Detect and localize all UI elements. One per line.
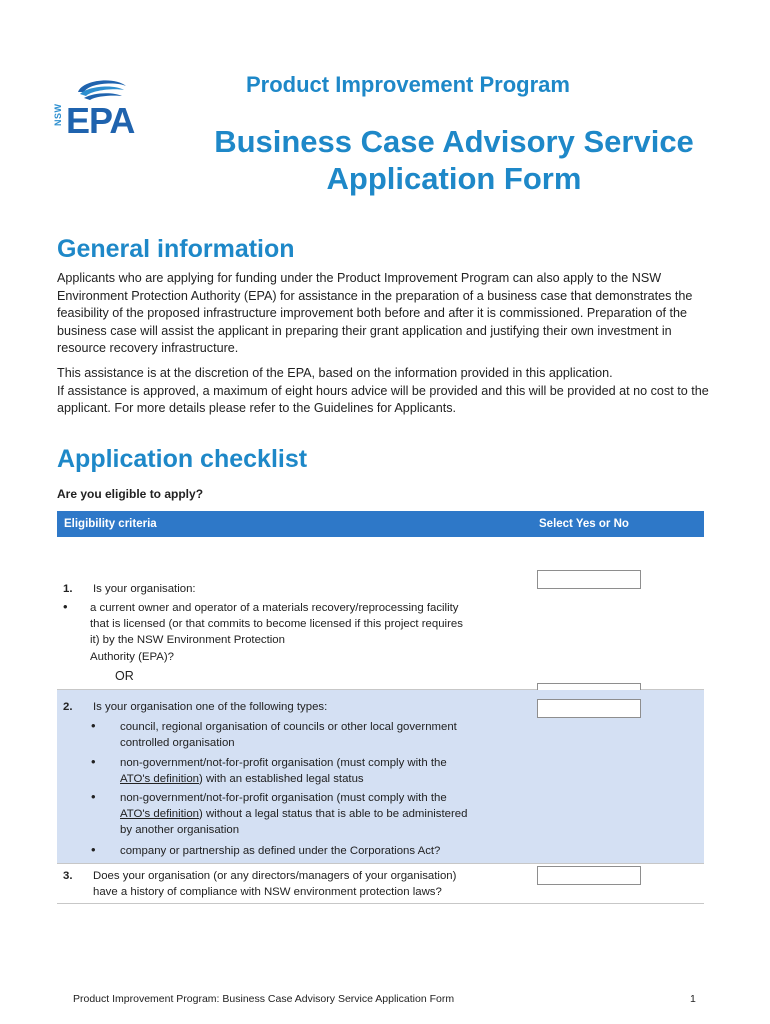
select-yes-no-input-3[interactable] — [537, 866, 641, 885]
col-header-criteria: Eligibility criteria — [64, 518, 157, 530]
form-title-line1: Business Case Advisory Service — [214, 124, 694, 159]
general-paragraph-1: Applicants who are applying for funding under the Product Improvement Program can also apply to the NSW Environment Protection Authority (EPA) for assistance in the preparation of a business case that demonstrates the feasibility of the proposed infrastructure improvement both before and after it is commissioned. Preparation of the business case will assist the applicant in preparing their grant application and justifying their own investment in resource recovery infrastructure. — [57, 271, 693, 355]
program-title: Product Improvement Program — [246, 72, 570, 97]
bullet-icon: • — [91, 789, 96, 804]
logo-nsw-text: NSW — [53, 103, 63, 126]
table-row — [57, 537, 704, 690]
row-question: Is your organisation one of the following types: — [93, 701, 328, 713]
criteria-bullet: council, regional organisation of councils or other local government controlled organisation — [120, 721, 457, 750]
application-checklist-heading: Application checklist — [57, 445, 308, 473]
criteria-bullet: non-government/not-for-profit organisation (must comply with the ATO's definition) with an established legal status — [120, 757, 447, 786]
epa-logo — [52, 76, 152, 144]
col-header-select: Select Yes or No — [539, 518, 629, 530]
criteria-bullet: a current owner and operator of a materials recovery/reprocessing facility that is licensed (or that commits to become licensed if this project requires it) by the NSW Environment Protection Authority (EPA)? — [90, 602, 463, 663]
criteria-bullet: company or partnership as defined under the Corporations Act? — [120, 845, 441, 857]
or-separator: OR — [115, 669, 134, 683]
bullet-icon: • — [91, 842, 96, 857]
form-title — [174, 123, 734, 197]
select-yes-no-input-2[interactable] — [537, 699, 641, 718]
row-question: Does your organisation (or any directors/managers of your organisation) have a history of compliance with NSW environment protection laws? — [93, 870, 457, 899]
row-number: 3. — [63, 870, 73, 882]
criteria-bullet: non-government/not-for-profit organisation (must comply with the ATO's definition) without a legal status that is able to be administered by another organisation — [120, 792, 468, 837]
ato-definition-link[interactable]: ATO's definition — [120, 808, 199, 821]
eligibility-question: Are you eligible to apply? — [57, 487, 204, 501]
row-question: Is your organisation: — [93, 583, 196, 595]
form-title-line2: Application Form — [326, 161, 582, 196]
general-paragraph-2-line2: If assistance is approved, a maximum of eight hours advice will be provided and this will be provided at no cost to the applicant. For more details please refer to the Guidelines for Applicants. — [57, 383, 709, 415]
eligibility-table — [57, 511, 704, 904]
bullet-icon: • — [91, 718, 96, 733]
general-paragraph-2 — [57, 365, 717, 418]
select-yes-no-input-1[interactable] — [537, 570, 641, 589]
row-number: 1. — [63, 583, 73, 595]
footer-text: Product Improvement Program: Business Case Advisory Service Application Form — [73, 993, 455, 1005]
general-paragraph-2-line1: This assistance is at the discretion of the EPA, based on the information provided in this application. — [57, 366, 613, 380]
page-number: 1 — [690, 993, 696, 1005]
table-header — [57, 511, 704, 537]
bullet-icon: • — [63, 599, 68, 614]
general-information-heading: General information — [57, 235, 295, 263]
ato-definition-link[interactable]: ATO's definition — [120, 773, 199, 786]
table-row — [57, 690, 704, 864]
row-number: 2. — [63, 701, 73, 713]
table-row — [57, 864, 704, 904]
logo-epa-text: EPA — [66, 100, 135, 141]
bullet-icon: • — [91, 754, 96, 769]
